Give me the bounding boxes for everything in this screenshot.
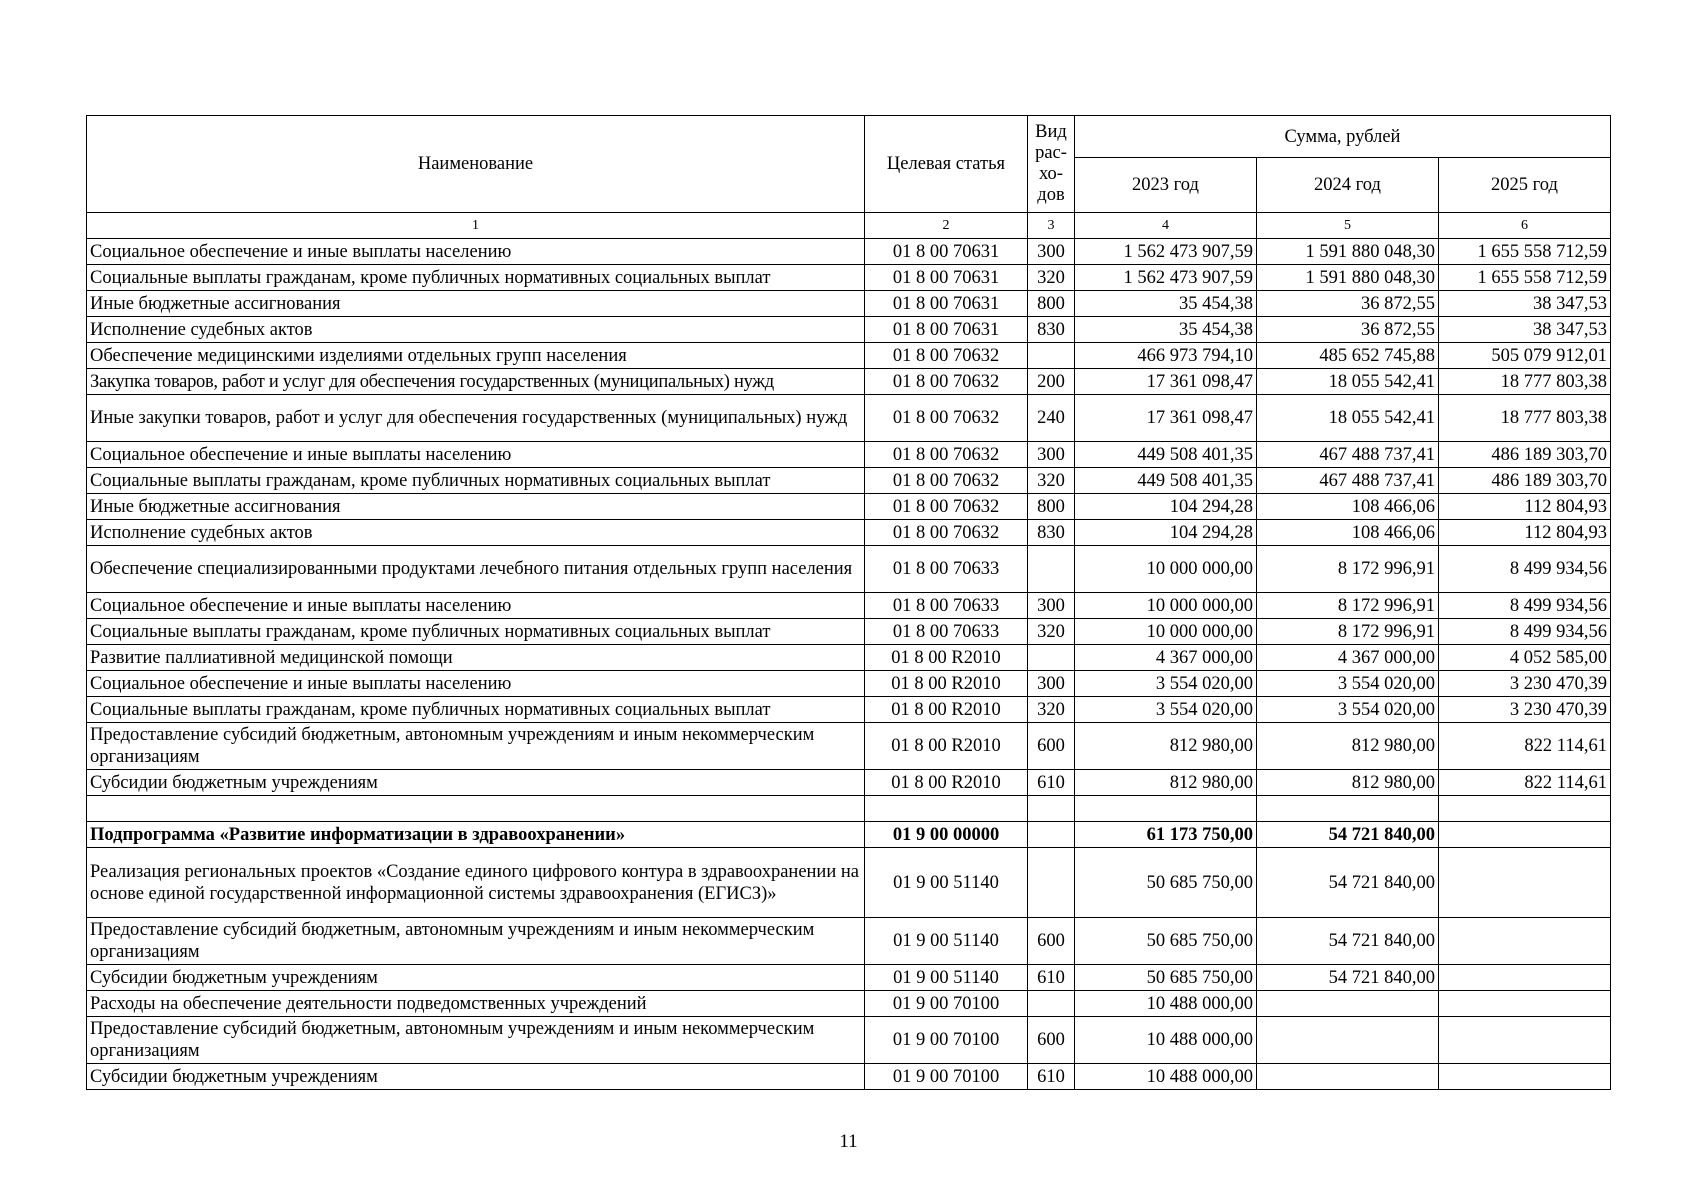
column-number: 2 [865, 213, 1028, 239]
row-code: 01 8 00 70633 [865, 619, 1028, 645]
row-code: 01 8 00 70632 [865, 369, 1028, 395]
row-amount-2024: 485 652 745,88 [1257, 343, 1439, 369]
row-code: 01 9 00 00000 [865, 822, 1028, 848]
empty-row [87, 796, 1611, 822]
row-type [1028, 645, 1075, 671]
table-row [87, 1017, 1611, 1064]
row-amount-2024: 467 488 737,41 [1257, 468, 1439, 494]
row-type [1028, 343, 1075, 369]
row-amount-2023: 35 454,38 [1075, 291, 1257, 317]
row-type: 300 [1028, 239, 1075, 265]
row-amount-2023: 50 685 750,00 [1075, 965, 1257, 991]
row-amount-2024 [1257, 1017, 1439, 1064]
row-code: 01 8 00 70631 [865, 239, 1028, 265]
row-name: Социальное обеспечение и иные выплаты населению [87, 593, 865, 619]
row-type: 320 [1028, 468, 1075, 494]
row-name: Социальные выплаты гражданам, кроме публичных нормативных социальных выплат [87, 468, 865, 494]
row-code: 01 8 00 R2010 [865, 645, 1028, 671]
row-type [1028, 991, 1075, 1017]
column-number: 5 [1257, 213, 1439, 239]
row-amount-2025 [1439, 965, 1611, 991]
row-name: Обеспечение медицинскими изделиями отдельных групп населения [87, 343, 865, 369]
column-number: 4 [1075, 213, 1257, 239]
table-row [87, 593, 1611, 619]
row-code: 01 8 00 70632 [865, 343, 1028, 369]
row-name: Социальное обеспечение и иные выплаты населению [87, 442, 865, 468]
row-name: Исполнение судебных актов [87, 317, 865, 343]
row-amount-2024: 108 466,06 [1257, 494, 1439, 520]
row-amount-2023: 104 294,28 [1075, 520, 1257, 546]
row-type: 320 [1028, 619, 1075, 645]
row-amount-2023: 10 000 000,00 [1075, 546, 1257, 593]
row-type: 610 [1028, 965, 1075, 991]
row-name: Предоставление субсидий бюджетным, автономным учреждениям и иным некоммерческим организациям [87, 918, 865, 965]
row-name: Социальные выплаты гражданам, кроме публичных нормативных социальных выплат [87, 619, 865, 645]
row-code: 01 8 00 70633 [865, 593, 1028, 619]
row-code: 01 8 00 R2010 [865, 723, 1028, 770]
row-amount-2023: 35 454,38 [1075, 317, 1257, 343]
row-type: 320 [1028, 265, 1075, 291]
table-row [87, 723, 1611, 770]
row-amount-2025: 486 189 303,70 [1439, 442, 1611, 468]
row-type: 600 [1028, 723, 1075, 770]
row-amount-2025: 112 804,93 [1439, 494, 1611, 520]
row-amount-2024: 812 980,00 [1257, 723, 1439, 770]
row-amount-2025 [1439, 848, 1611, 918]
row-amount-2025 [1439, 822, 1611, 848]
row-amount-2025: 3 230 470,39 [1439, 671, 1611, 697]
row-name: Субсидии бюджетным учреждениям [87, 1064, 865, 1090]
row-amount-2023: 1 562 473 907,59 [1075, 239, 1257, 265]
row-name: Иные бюджетные ассигнования [87, 494, 865, 520]
row-name: Социальное обеспечение и иные выплаты населению [87, 671, 865, 697]
row-amount-2023: 10 000 000,00 [1075, 593, 1257, 619]
row-amount-2023: 10 488 000,00 [1075, 1017, 1257, 1064]
table-row [87, 239, 1611, 265]
row-type: 800 [1028, 494, 1075, 520]
row-amount-2024: 467 488 737,41 [1257, 442, 1439, 468]
budget-table [86, 115, 1611, 1090]
header-type: Вид рас-хо-дов [1028, 116, 1075, 213]
row-amount-2024: 1 591 880 048,30 [1257, 265, 1439, 291]
row-amount-2023: 17 361 098,47 [1075, 369, 1257, 395]
row-code: 01 8 00 70632 [865, 520, 1028, 546]
row-amount-2025: 3 230 470,39 [1439, 697, 1611, 723]
row-amount-2025: 38 347,53 [1439, 291, 1611, 317]
table-row [87, 991, 1611, 1017]
table-row [87, 697, 1611, 723]
row-amount-2023: 3 554 020,00 [1075, 671, 1257, 697]
row-amount-2023: 50 685 750,00 [1075, 848, 1257, 918]
row-name: Подпрограмма «Развитие информатизации в здравоохранении» [87, 822, 865, 848]
row-name: Иные бюджетные ассигнования [87, 291, 865, 317]
row-name: Расходы на обеспечение деятельности подведомственных учреждений [87, 991, 865, 1017]
table-row [87, 645, 1611, 671]
header-name: Наименование [87, 116, 865, 213]
row-amount-2025: 486 189 303,70 [1439, 468, 1611, 494]
table-row [87, 848, 1611, 918]
row-code: 01 9 00 51140 [865, 918, 1028, 965]
row-name: Предоставление субсидий бюджетным, автономным учреждениям и иным некоммерческим организациям [87, 723, 865, 770]
row-amount-2023 [1075, 796, 1257, 822]
row-amount-2023: 3 554 020,00 [1075, 697, 1257, 723]
header-year-2025: 2025 год [1439, 158, 1611, 213]
row-name: Социальное обеспечение и иные выплаты населению [87, 239, 865, 265]
row-amount-2024: 36 872,55 [1257, 317, 1439, 343]
row-amount-2025: 8 499 934,56 [1439, 593, 1611, 619]
row-amount-2025 [1439, 918, 1611, 965]
row-amount-2023: 466 973 794,10 [1075, 343, 1257, 369]
subprogram-row [87, 822, 1611, 848]
row-code: 01 8 00 70632 [865, 395, 1028, 442]
header-sum: Сумма, рублей [1075, 116, 1611, 158]
table-row [87, 343, 1611, 369]
table-row [87, 671, 1611, 697]
row-type: 320 [1028, 697, 1075, 723]
row-amount-2025 [1439, 1064, 1611, 1090]
row-amount-2025 [1439, 991, 1611, 1017]
row-name: Предоставление субсидий бюджетным, автономным учреждениям и иным некоммерческим организациям [87, 1017, 865, 1064]
row-type: 300 [1028, 593, 1075, 619]
row-type: 610 [1028, 1064, 1075, 1090]
row-amount-2023: 4 367 000,00 [1075, 645, 1257, 671]
table-row [87, 317, 1611, 343]
table-row [87, 546, 1611, 593]
row-amount-2024 [1257, 796, 1439, 822]
table-row [87, 918, 1611, 965]
row-type: 830 [1028, 520, 1075, 546]
row-code: 01 8 00 70631 [865, 317, 1028, 343]
row-code: 01 8 00 70632 [865, 468, 1028, 494]
row-amount-2023: 812 980,00 [1075, 770, 1257, 796]
row-name: Социальные выплаты гражданам, кроме публичных нормативных социальных выплат [87, 265, 865, 291]
row-amount-2025: 18 777 803,38 [1439, 395, 1611, 442]
column-number-row [87, 213, 1611, 239]
row-amount-2023: 812 980,00 [1075, 723, 1257, 770]
table-row [87, 395, 1611, 442]
table-row [87, 442, 1611, 468]
row-type: 600 [1028, 918, 1075, 965]
row-code: 01 8 00 70633 [865, 546, 1028, 593]
row-type: 800 [1028, 291, 1075, 317]
table-row [87, 1064, 1611, 1090]
table-row [87, 291, 1611, 317]
row-amount-2025: 1 655 558 712,59 [1439, 265, 1611, 291]
row-name: Обеспечение специализированными продуктами лечебного питания отдельных групп населения [87, 546, 865, 593]
row-amount-2023: 1 562 473 907,59 [1075, 265, 1257, 291]
row-amount-2023: 50 685 750,00 [1075, 918, 1257, 965]
row-amount-2025: 1 655 558 712,59 [1439, 239, 1611, 265]
table-row [87, 770, 1611, 796]
row-amount-2025: 4 052 585,00 [1439, 645, 1611, 671]
row-amount-2023: 449 508 401,35 [1075, 442, 1257, 468]
table-row [87, 468, 1611, 494]
row-code: 01 9 00 70100 [865, 991, 1028, 1017]
row-amount-2024: 54 721 840,00 [1257, 918, 1439, 965]
row-amount-2024: 1 591 880 048,30 [1257, 239, 1439, 265]
row-code: 01 8 00 R2010 [865, 697, 1028, 723]
row-amount-2024: 18 055 542,41 [1257, 395, 1439, 442]
row-type: 300 [1028, 442, 1075, 468]
row-amount-2023: 10 488 000,00 [1075, 1064, 1257, 1090]
row-amount-2024 [1257, 991, 1439, 1017]
row-amount-2024: 3 554 020,00 [1257, 671, 1439, 697]
row-type: 830 [1028, 317, 1075, 343]
row-code: 01 8 00 R2010 [865, 770, 1028, 796]
row-type: 600 [1028, 1017, 1075, 1064]
row-code: 01 8 00 70632 [865, 494, 1028, 520]
row-amount-2023: 104 294,28 [1075, 494, 1257, 520]
row-type: 610 [1028, 770, 1075, 796]
table-row [87, 619, 1611, 645]
row-amount-2025: 505 079 912,01 [1439, 343, 1611, 369]
row-name: Реализация региональных проектов «Создание единого цифрового контура в здравоохранении на основе единой государственной информационной системы здравоохранения (ЕГИСЗ)» [87, 848, 865, 918]
row-name: Развитие паллиативной медицинской помощи [87, 645, 865, 671]
row-amount-2024: 8 172 996,91 [1257, 593, 1439, 619]
row-code: 01 8 00 R2010 [865, 671, 1028, 697]
row-amount-2024: 54 721 840,00 [1257, 848, 1439, 918]
row-amount-2024: 18 055 542,41 [1257, 369, 1439, 395]
table-row [87, 494, 1611, 520]
row-amount-2024: 108 466,06 [1257, 520, 1439, 546]
table-row [87, 965, 1611, 991]
row-name: Социальные выплаты гражданам, кроме публичных нормативных социальных выплат [87, 697, 865, 723]
row-code [865, 796, 1028, 822]
header-year-2023: 2023 год [1075, 158, 1257, 213]
row-amount-2024: 4 367 000,00 [1257, 645, 1439, 671]
row-name: Исполнение судебных актов [87, 520, 865, 546]
header-year-2024: 2024 год [1257, 158, 1439, 213]
table-row [87, 520, 1611, 546]
column-number: 6 [1439, 213, 1611, 239]
row-amount-2024: 36 872,55 [1257, 291, 1439, 317]
row-amount-2023: 10 000 000,00 [1075, 619, 1257, 645]
row-amount-2024: 3 554 020,00 [1257, 697, 1439, 723]
row-amount-2025: 112 804,93 [1439, 520, 1611, 546]
row-code: 01 8 00 70631 [865, 265, 1028, 291]
column-number: 1 [87, 213, 865, 239]
row-type: 240 [1028, 395, 1075, 442]
table-row [87, 369, 1611, 395]
row-amount-2024: 8 172 996,91 [1257, 619, 1439, 645]
row-amount-2024: 8 172 996,91 [1257, 546, 1439, 593]
row-type: 300 [1028, 671, 1075, 697]
row-name: Закупка товаров, работ и услуг для обеспечения государственных (муниципальных) нужд [87, 369, 865, 395]
row-type [1028, 796, 1075, 822]
row-amount-2024: 54 721 840,00 [1257, 965, 1439, 991]
row-amount-2025: 822 114,61 [1439, 770, 1611, 796]
row-amount-2025: 822 114,61 [1439, 723, 1611, 770]
header-row-1 [87, 116, 1611, 158]
column-number: 3 [1028, 213, 1075, 239]
row-amount-2025 [1439, 796, 1611, 822]
row-amount-2023: 449 508 401,35 [1075, 468, 1257, 494]
row-amount-2025: 38 347,53 [1439, 317, 1611, 343]
row-amount-2025 [1439, 1017, 1611, 1064]
row-amount-2023: 10 488 000,00 [1075, 991, 1257, 1017]
row-code: 01 9 00 51140 [865, 965, 1028, 991]
row-type [1028, 546, 1075, 593]
row-type [1028, 848, 1075, 918]
row-amount-2025: 8 499 934,56 [1439, 619, 1611, 645]
row-name: Субсидии бюджетным учреждениям [87, 770, 865, 796]
page-number: 11 [839, 1131, 858, 1152]
row-amount-2023: 61 173 750,00 [1075, 822, 1257, 848]
table-row [87, 265, 1611, 291]
row-amount-2025: 18 777 803,38 [1439, 369, 1611, 395]
row-code: 01 9 00 51140 [865, 848, 1028, 918]
row-name: Иные закупки товаров, работ и услуг для обеспечения государственных (муниципальных) нужд [87, 395, 865, 442]
row-name: Субсидии бюджетным учреждениям [87, 965, 865, 991]
row-type: 200 [1028, 369, 1075, 395]
row-code: 01 9 00 70100 [865, 1064, 1028, 1090]
row-code: 01 8 00 70631 [865, 291, 1028, 317]
row-name [87, 796, 865, 822]
row-code: 01 9 00 70100 [865, 1017, 1028, 1064]
row-amount-2024: 812 980,00 [1257, 770, 1439, 796]
row-amount-2025: 8 499 934,56 [1439, 546, 1611, 593]
row-amount-2023: 17 361 098,47 [1075, 395, 1257, 442]
row-code: 01 8 00 70632 [865, 442, 1028, 468]
row-type [1028, 822, 1075, 848]
header-code: Целевая статья [865, 116, 1028, 213]
row-amount-2024: 54 721 840,00 [1257, 822, 1439, 848]
row-amount-2024 [1257, 1064, 1439, 1090]
